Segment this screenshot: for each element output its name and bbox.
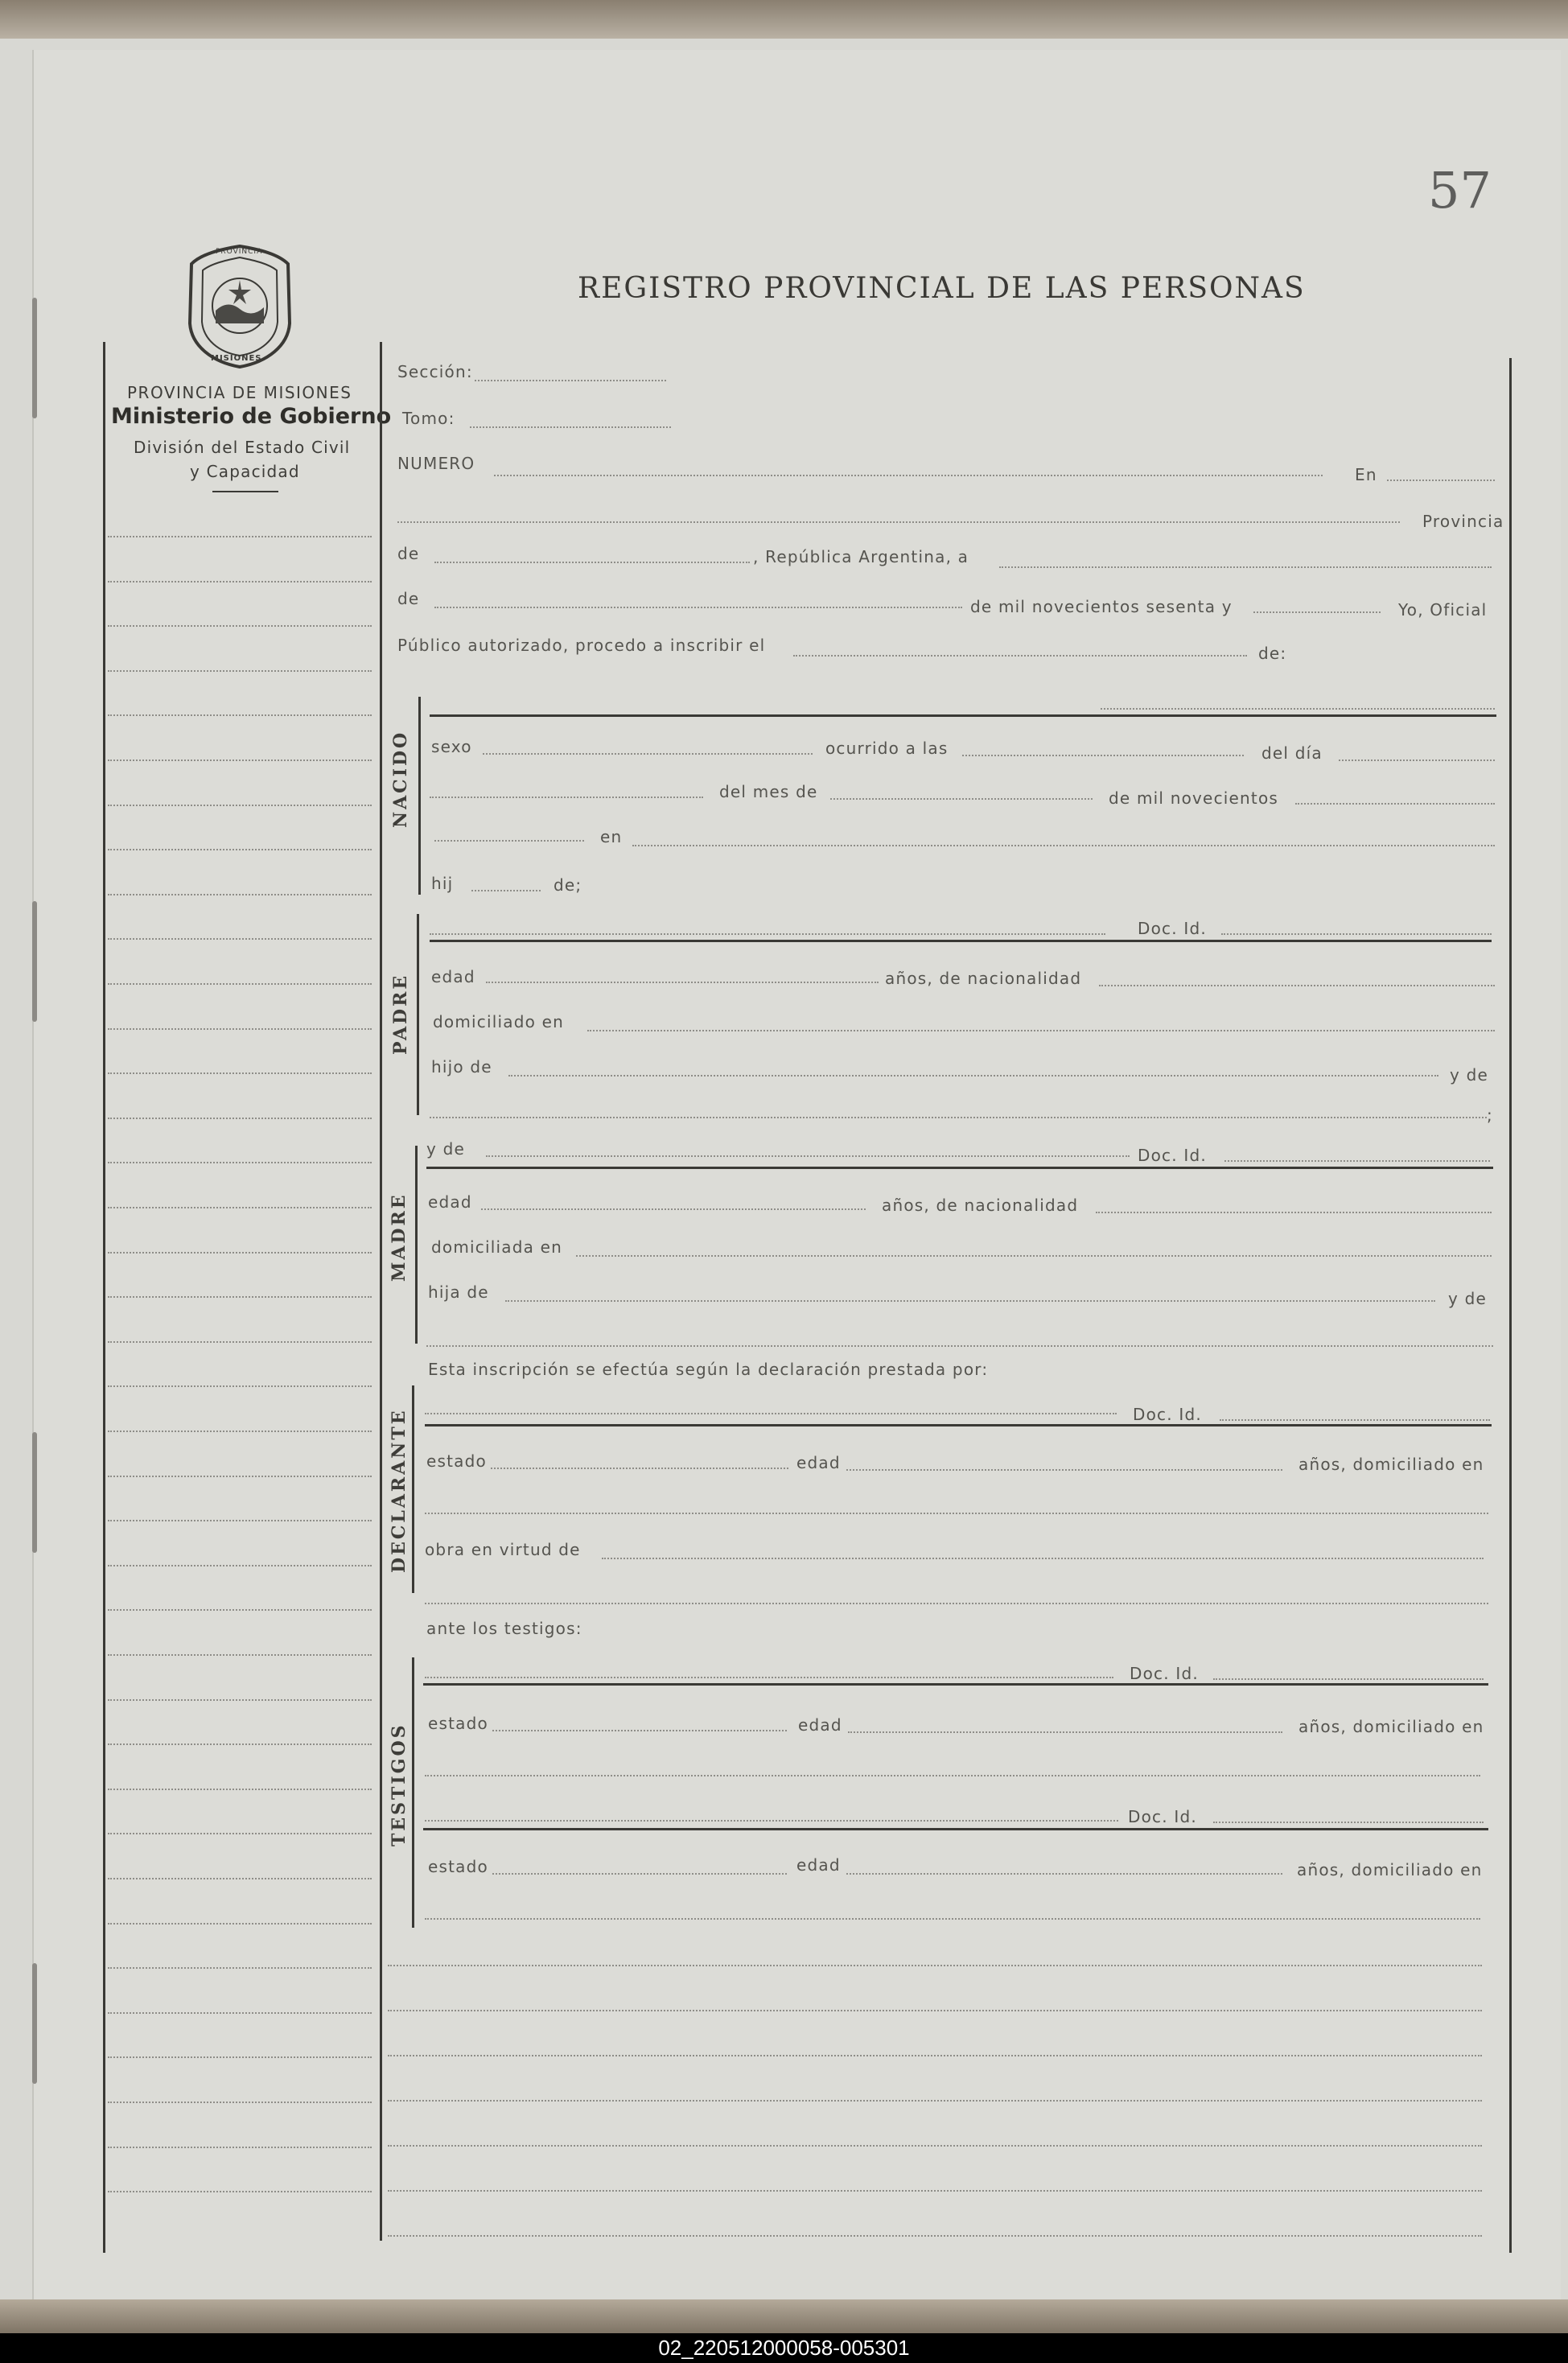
declarante-doc-label: Doc. Id. — [1133, 1405, 1202, 1424]
padre-hijo-de-field[interactable] — [508, 1075, 1438, 1077]
de-label-2: de — [397, 589, 420, 608]
padre-domicilio-field[interactable] — [587, 1030, 1495, 1031]
declarante-name-field[interactable] — [425, 1413, 1117, 1414]
notes-line[interactable] — [388, 2190, 1482, 2192]
del-dia-label: del día — [1261, 743, 1323, 763]
declaracion-intro: Esta inscripción se efectúa según la declaración prestada por: — [428, 1360, 989, 1379]
margin-note-line[interactable] — [108, 1252, 372, 1254]
republica-label: , República Argentina, a — [753, 547, 969, 566]
margin-note-line[interactable] — [108, 1789, 372, 1790]
margin-note-line[interactable] — [108, 1833, 372, 1834]
del-mes-label: del mes de — [719, 782, 818, 801]
margin-note-line[interactable] — [108, 2191, 372, 2192]
binding-stitch — [32, 901, 37, 1022]
testigo2-edad-label: edad — [796, 1855, 841, 1875]
madre-bracket — [415, 1146, 418, 1344]
notes-line[interactable] — [388, 2235, 1482, 2237]
padre-bracket — [417, 914, 419, 1115]
margin-note-line[interactable] — [108, 1476, 372, 1477]
notes-line[interactable] — [388, 2100, 1482, 2102]
provincia-field[interactable] — [397, 521, 1400, 523]
margin-note-line[interactable] — [108, 1520, 372, 1521]
testigo1-edad-field[interactable] — [848, 1731, 1282, 1733]
madre-domicilio-label: domiciliada en — [431, 1237, 562, 1257]
padre-edad-field[interactable] — [486, 982, 879, 983]
binding-stitch — [32, 298, 37, 418]
padre-nacionalidad-field[interactable] — [1099, 985, 1495, 986]
binding-stitch — [32, 1963, 37, 2084]
dia-nac-cont-field[interactable] — [430, 797, 703, 798]
page-number: 57 — [1428, 161, 1492, 220]
right-frame-line — [1509, 358, 1512, 2253]
madre-doc-field[interactable] — [1224, 1160, 1490, 1162]
de-mil-nov-label: de mil novecientos — [1109, 788, 1278, 808]
province-name: PROVINCIA DE MISIONES — [127, 383, 352, 402]
margin-note-line[interactable] — [108, 1431, 372, 1432]
margin-note-line[interactable] — [108, 1609, 372, 1611]
image-caption: 02_220512000058-005301 — [0, 2333, 1568, 2363]
en-nac-label: en — [600, 827, 623, 846]
margin-note-line[interactable] — [108, 1162, 372, 1163]
margin-note-line[interactable] — [108, 938, 372, 940]
obra-field[interactable] — [602, 1558, 1484, 1559]
obra-label: obra en virtud de — [425, 1540, 581, 1559]
madre-edad-label: edad — [428, 1192, 472, 1212]
notes-line[interactable] — [388, 2145, 1482, 2147]
margin-note-line[interactable] — [108, 805, 372, 806]
margin-note-line[interactable] — [108, 1385, 372, 1387]
margin-note-line[interactable] — [108, 714, 372, 716]
testigos-section-label: TESTIGOS — [389, 1723, 409, 1846]
margin-note-line[interactable] — [108, 1072, 372, 1074]
madre-nacionalidad-field[interactable] — [1096, 1212, 1492, 1213]
margin-note-line[interactable] — [108, 1565, 372, 1566]
padre-y-de-field[interactable] — [430, 1117, 1487, 1118]
declarante-section-label: DECLARANTE — [389, 1408, 409, 1573]
margin-note-line[interactable] — [108, 1118, 372, 1119]
testigo1-domicilio-field[interactable] — [425, 1775, 1480, 1776]
hijo-de-label: hijo de — [431, 1057, 492, 1077]
lugar-nac-field[interactable] — [434, 840, 584, 842]
seccion-field[interactable] — [475, 380, 666, 381]
padre-rule — [430, 940, 1492, 942]
notes-line[interactable] — [388, 2010, 1482, 2011]
de-semicolon-label: de; — [554, 875, 582, 895]
declarante-bracket — [412, 1385, 414, 1593]
hija-de-label: hija de — [428, 1282, 489, 1302]
madre-y-de-label-2: y de — [1448, 1289, 1487, 1308]
en-field[interactable] — [1387, 480, 1495, 481]
ministry-name: Ministerio de Gobierno — [111, 404, 392, 429]
anio-nac-field[interactable] — [1295, 803, 1495, 805]
testigo1-name-field[interactable] — [425, 1677, 1113, 1678]
sexo-label: sexo — [431, 737, 472, 756]
provincia-label: Provincia — [1422, 512, 1504, 531]
declarante-edad-field[interactable] — [846, 1469, 1282, 1471]
declarante-rule — [425, 1424, 1492, 1426]
margin-note-line[interactable] — [108, 849, 372, 850]
book-binding-bottom — [0, 2299, 1568, 2333]
padre-doc-field[interactable] — [1221, 933, 1492, 935]
declarante-doc-field[interactable] — [1220, 1419, 1490, 1421]
margin-note-line[interactable] — [108, 1699, 372, 1701]
madre-name-field[interactable] — [486, 1155, 1130, 1157]
padre-name-field[interactable] — [430, 933, 1105, 935]
padre-section-label: PADRE — [390, 973, 411, 1055]
division-line-1: División del Estado Civil — [134, 438, 351, 457]
margin-note-line[interactable] — [108, 1923, 372, 1925]
nacido-bracket — [418, 697, 421, 895]
division-underline — [212, 491, 278, 492]
padre-anos-label: años, de nacionalidad — [885, 969, 1082, 988]
padre-semicolon: ; — [1487, 1105, 1493, 1125]
padre-edad-label: edad — [431, 967, 475, 986]
nacido-name-rule — [430, 714, 1496, 717]
testigo2-edad-field[interactable] — [846, 1873, 1282, 1875]
margin-note-line[interactable] — [108, 1296, 372, 1298]
mes-nac-field[interactable] — [830, 798, 1093, 800]
mes-field[interactable] — [434, 607, 962, 608]
book-binding-top — [0, 0, 1568, 39]
margin-note-line[interactable] — [108, 1967, 372, 1969]
yo-oficial-label: Yo, Oficial — [1398, 600, 1488, 620]
testigo1-estado-field[interactable] — [492, 1730, 787, 1731]
provincial-seal-icon — [183, 243, 296, 370]
notes-line[interactable] — [388, 1965, 1482, 1966]
margin-note-line[interactable] — [108, 894, 372, 895]
hij-field[interactable] — [471, 890, 541, 891]
obra-cont-field[interactable] — [425, 1603, 1488, 1604]
margin-note-line[interactable] — [108, 1028, 372, 1030]
testigo1-estado-label: estado — [428, 1714, 488, 1733]
ante-testigos-label: ante los testigos: — [426, 1619, 582, 1638]
declarante-estado-field[interactable] — [491, 1468, 788, 1469]
notes-line[interactable] — [388, 2055, 1482, 2056]
margin-note-line[interactable] — [108, 625, 372, 627]
hora-field[interactable] — [962, 755, 1244, 756]
anio-field[interactable] — [1253, 611, 1381, 613]
numero-field[interactable] — [494, 475, 1323, 476]
margin-note-line[interactable] — [108, 2056, 372, 2058]
de-label-1: de — [397, 544, 420, 563]
sexo-field[interactable] — [483, 753, 813, 755]
testigo1-doc-field[interactable] — [1213, 1678, 1484, 1680]
padre-doc-label: Doc. Id. — [1138, 919, 1207, 938]
madre-section-label: MADRE — [389, 1192, 409, 1282]
madre-hija-de-field[interactable] — [505, 1300, 1435, 1302]
inscripcion-field[interactable] — [793, 655, 1247, 657]
testigo2-estado-field[interactable] — [492, 1873, 787, 1875]
madre-edad-field[interactable] — [481, 1208, 866, 1210]
margin-note-line[interactable] — [108, 1341, 372, 1343]
seal-text-top: PROVINCIA — [216, 248, 263, 256]
declarante-estado-label: estado — [426, 1451, 487, 1471]
declarante-domicilio-field[interactable] — [425, 1513, 1488, 1514]
hij-label: hij — [431, 874, 454, 893]
declarante-edad-label: edad — [796, 1453, 841, 1472]
margin-note-line[interactable] — [108, 1207, 372, 1208]
margin-divider-line — [380, 342, 382, 2241]
publico-label: Público autorizado, procedo a inscribir el — [397, 636, 766, 655]
nacido-name-extension[interactable] — [1101, 708, 1495, 710]
testigos-bracket — [412, 1657, 414, 1928]
margin-note-line[interactable] — [108, 983, 372, 985]
madre-rule — [426, 1167, 1493, 1169]
numero-label: NUMERO — [397, 454, 475, 473]
de-mil-label: de mil novecientos sesenta y — [970, 597, 1233, 616]
madre-y-de-field[interactable] — [426, 1345, 1493, 1347]
nacido-section-label: NACIDO — [390, 730, 411, 828]
tomo-label: Tomo: — [402, 409, 455, 428]
dia-nac-field[interactable] — [1339, 760, 1495, 761]
margin-note-line[interactable] — [108, 581, 372, 583]
testigo2-anos-dom-label: años, domiciliado en — [1297, 1860, 1483, 1879]
testigo2-estado-label: estado — [428, 1857, 488, 1876]
margin-note-line[interactable] — [108, 760, 372, 761]
testigo1-anos-dom-label: años, domiciliado en — [1298, 1717, 1484, 1736]
margin-note-line[interactable] — [108, 2102, 372, 2103]
padre-domicilio-label: domiciliado en — [433, 1012, 564, 1031]
en-label: En — [1355, 465, 1377, 484]
seccion-label: Sección: — [397, 362, 473, 381]
testigo2-doc-field[interactable] — [1213, 1822, 1484, 1823]
padre-y-de-label: y de — [1450, 1065, 1488, 1085]
testigo1-doc-label: Doc. Id. — [1130, 1664, 1199, 1683]
division-line-2: y Capacidad — [190, 462, 300, 481]
margin-note-line[interactable] — [108, 536, 372, 537]
tomo-field[interactable] — [470, 426, 671, 428]
margin-note-line[interactable] — [108, 2012, 372, 2014]
testigo2-doc-label: Doc. Id. — [1128, 1807, 1197, 1826]
lugar-nac-cont-field[interactable] — [632, 845, 1495, 846]
madre-domicilio-field[interactable] — [576, 1255, 1492, 1257]
margin-note-line[interactable] — [108, 1654, 372, 1656]
madre-anos-label: años, de nacionalidad — [882, 1196, 1079, 1215]
ocurrido-label: ocurrido a las — [825, 739, 949, 758]
madre-y-de-label: y de — [426, 1139, 465, 1159]
testigo1-edad-label: edad — [798, 1715, 842, 1735]
form-title: REGISTRO PROVINCIAL DE LAS PERSONAS — [578, 272, 1306, 305]
left-frame-line — [103, 342, 105, 2253]
margin-note-line[interactable] — [108, 2147, 372, 2148]
dia-field[interactable] — [999, 566, 1492, 568]
testigo2-name-field[interactable] — [425, 1820, 1118, 1822]
testigo2-rule — [423, 1828, 1488, 1830]
binding-stitch — [32, 1432, 37, 1553]
testigo2-domicilio-field[interactable] — [425, 1918, 1480, 1920]
testigo1-rule — [423, 1683, 1488, 1686]
margin-note-line[interactable] — [108, 670, 372, 672]
declarante-anos-dom-label: años, domiciliado en — [1298, 1455, 1484, 1474]
margin-note-line[interactable] — [108, 1878, 372, 1879]
de-colon-label: de: — [1258, 644, 1287, 663]
lugar-field[interactable] — [434, 562, 750, 563]
madre-doc-label: Doc. Id. — [1138, 1146, 1207, 1165]
seal-text-bottom: MISIONES — [211, 354, 262, 363]
margin-note-line[interactable] — [108, 1743, 372, 1745]
